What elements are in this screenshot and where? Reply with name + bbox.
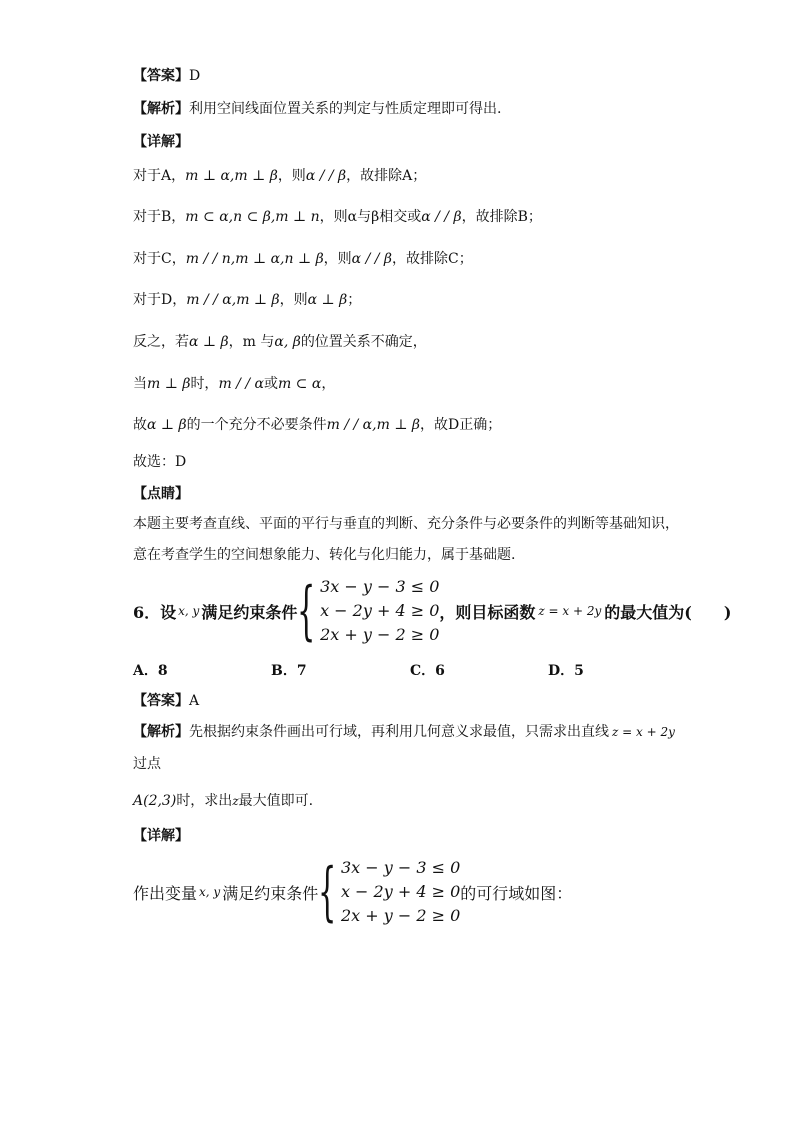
q5-line-d: 对于D，m / / α,m ⊥ β，则α ⊥ β； [133,292,362,308]
q5-choose-line: 故选：D [133,454,187,470]
q5-comment-line-2: 意在考查学生的空间想象能力、转化与化归能力，属于基础题. [133,547,516,563]
answer-tag: 【答案】 [133,68,189,84]
q5-line-when: 当m ⊥ β时，m / / α或m ⊂ α， [133,376,336,392]
q6-detail-tag: 【详解】 [133,828,189,844]
q5-line-b: 对于B，m ⊂ α,n ⊂ β,m ⊥ n，则α与β相交或α / / β，故排除B； [133,209,542,225]
constraint-brace-2: { [318,855,337,929]
q5-line-conclusion: 故α ⊥ β的一个充分不必要条件m / / α,m ⊥ β，故D正确； [133,417,502,433]
q5-analysis-line [133,99,501,119]
q6-draw-constraints: 3x − y − 3 ≤ 0 x − 2y + 4 ≥ 0 2x + y − 2 ≥ 0 [340,858,461,925]
analysis-text: 利用空间线面位置关系的判定与性质定理即可得出. [189,101,502,117]
answer-value: D [189,68,201,84]
q5-comment-line-1: 本题主要考查直线、平面的平行与垂直的判断、充分条件与必要条件的判断等基础知识， [133,516,679,532]
q6-stem: 6．设 x, y 满足约束条件 { 3x − y − 3 ≤ 0 x − 2y + 4 ≥ 0 2x + y − 2 ≥ 0 ，则目标函数 z = x + 2y 的最大值为( ) [133,574,732,648]
q5-line-a: 对于A，m ⊥ α,m ⊥ β，则α / / β，故排除A； [133,168,427,184]
q6-choice-d: D．5 [548,663,584,679]
analysis-tag: 【解析】 [133,101,189,117]
q6-analysis-cont: 过点 [133,756,161,772]
q6-choice-c: C．6 [410,663,445,679]
q5-comment-tag: 【点睛】 [133,486,189,502]
q5-line-converse: 反之，若α ⊥ β，m 与α, β的位置关系不确定， [133,334,427,350]
q6-constraints: 3x − y − 3 ≤ 0 x − 2y + 4 ≥ 0 2x + y − 2 ≥ 0 [320,577,440,644]
q6-analysis-line: 【解析】先根据约束条件画出可行域，再利用几何意义求最值，只需求出直线 z = x + 2y [133,724,675,740]
q6-point-line: A(2,3)时，求出z最大值即可. [133,793,314,809]
q6-draw-line: 作出变量 x, y 满足约束条件 { 3x − y − 3 ≤ 0 x − 2y + 4 ≥ 0 2x + y − 2 ≥ 0 的可行域如图： [133,855,573,929]
q5-line-c: 对于C，m / / n,m ⊥ α,n ⊥ β，则α / / β，故排除C； [133,251,473,267]
q5-detail-tag: 【详解】 [133,134,189,150]
constraint-brace: { [297,574,316,648]
q6-choice-a: A．8 [133,663,168,679]
q6-choice-b: B．7 [271,663,307,679]
q5-answer-line [133,66,200,86]
q6-answer-line: 【答案】A [133,693,200,709]
